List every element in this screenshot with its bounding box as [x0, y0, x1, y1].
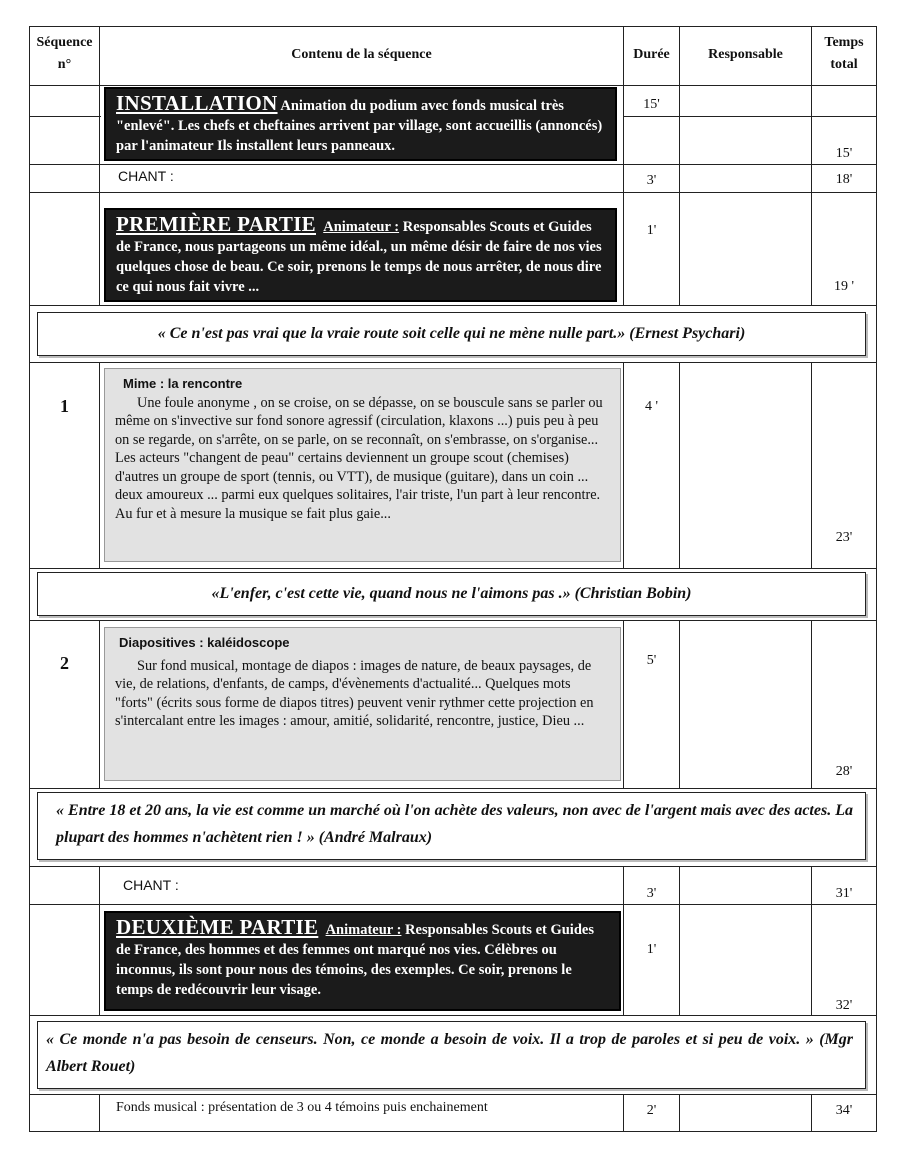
seq-2-box [104, 627, 621, 781]
part-1-title: PREMIÈRE PARTIE [116, 212, 316, 236]
header-responsible: Responsable [708, 47, 783, 62]
part-2-box [104, 911, 621, 1011]
installation-box [104, 87, 617, 161]
quote-3 [37, 792, 866, 860]
part-2-text: Guides de France, des hommes et des femmes ont marqué nos vies. Célèbres ou inconnus, ils sont pour nous des témoins, des exemples. Ce soir, prenons le temps de redécouvrir leur visage. [116, 922, 594, 998]
seq-1-title: Mime : la rencontre [123, 376, 243, 391]
seq-2-number: 2 [60, 653, 69, 673]
chant-2-label: CHANT : [123, 877, 179, 893]
chant-2-total: 31' [835, 886, 853, 901]
seq-1-box [104, 368, 621, 562]
seq-2-title: Diapositives : kaléidoscope [119, 635, 290, 650]
part-2-duration: 1' [646, 942, 657, 957]
header-total: Temps total [824, 35, 864, 72]
last-total: 34' [835, 1103, 853, 1118]
quote-1 [37, 312, 866, 356]
header-sequence: Séquence n° [36, 35, 93, 72]
seq-1-text-end: Au fur et à mesure la musique se fait plus gaie... [115, 505, 391, 522]
seq-1-number: 1 [60, 396, 69, 416]
header-content: Contenu de la séquence [291, 47, 432, 62]
chant-1-label: CHANT : [118, 168, 174, 184]
seq-2-text: Sur fond musical, montage de diapos : images de nature, de beaux paysages, de vie, de relations, d'enfants, de camps, d'évènements d'actualité... Quelques mots "forts" (écrits sous forme de diapos titres) peuvent venir rythmer cette projection en s'intercalant entre les images : amour, amitié, solidarité, rencontre, justice, Dieu ... [115, 657, 594, 729]
part-1-text: Guides de France, nous partageons un même idéal., un même désir de faire de nos vies quelques chose de beau. Ce soir, prenons le temps de nous arrêter, de nous dire ce qui nous fait vivre ... [116, 219, 602, 295]
part-2-text-lead: Responsables Scouts et [405, 922, 547, 938]
quote-1-text: « Ce n'est pas vrai que la vraie route soit celle qui ne mène nulle part.» (Ernest Psychari) [157, 325, 746, 342]
chant-1-total: 18' [835, 172, 853, 187]
seq-1-duration: 4 ' [644, 399, 659, 414]
seq-2-total: 28' [835, 764, 853, 779]
installation-text-lead: Animation du podium avec fonds musical [280, 98, 537, 114]
part-1-total: 19 ' [833, 279, 855, 294]
last-label: Fonds musical : présentation de 3 ou 4 témoins puis enchainement [116, 1100, 488, 1115]
quote-4 [37, 1021, 866, 1089]
part-1-animator: Animateur : [323, 219, 400, 235]
part-1-text-lead: Responsables Scouts et [402, 219, 545, 235]
part-2-animator: Animateur : [325, 922, 402, 938]
last-duration: 2' [646, 1103, 657, 1118]
header-duration: Durée [633, 47, 670, 62]
quote-4-text: « Ce monde n'a pas besoin de censeurs. Non, ce monde a besoin de voix. Il a trop de paroles et si peu de voix. » (Mgr Albert Rouet) [46, 1031, 853, 1075]
seq-2-duration: 5' [646, 653, 657, 668]
quote-3-text: « Entre 18 et 20 ans, la vie est comme un marché où l'on achète des valeurs, non avec de l'argent mais avec des actes. La plupart des hommes n'achètent rien ! » (André Malraux) [56, 802, 853, 846]
quote-2 [37, 572, 866, 616]
installation-duration: 15' [643, 97, 660, 112]
part-2-title: DEUXIÈME PARTIE [116, 915, 319, 939]
seq-1-total: 23' [835, 530, 853, 545]
quote-2-text: «L'enfer, c'est cette vie, quand nous ne l'aimons pas .» (Christian Bobin) [211, 585, 692, 602]
part-1-box [104, 208, 617, 302]
installation-total: 15' [835, 146, 853, 161]
installation-text: très "enlevé". Les chefs et cheftaines arrivent par village, sont accueillis (annoncés) par l'animateur Ils installent leurs panneaux. [116, 98, 603, 154]
part-1-duration: 1' [646, 223, 657, 238]
part-2-total: 32' [835, 998, 853, 1013]
installation-title: INSTALLATION [116, 91, 278, 115]
chant-2-duration: 3' [646, 886, 657, 901]
seq-1-text: Une foule anonyme , on se croise, on se dépasse, on se bouscule sans se parler ou même on s'invective sur fond sonore agressif (circulation, klaxons ...) puis peu à peu on se regarde, on s'arrête, on se parle, on se reconnaît, on s'embrasse, on s'organise... Les acteurs "changent de peau" certains deviennent un groupe scout (chemises) d'autres un groupe de sport (tennis, ou VTT), de musique (guitare), dans un coin ... deux amoureux ... parmi eux quelques solitaires, l'air triste, l'un part à leur rencontre. [115, 394, 603, 503]
chant-1-duration: 3' [646, 173, 657, 188]
